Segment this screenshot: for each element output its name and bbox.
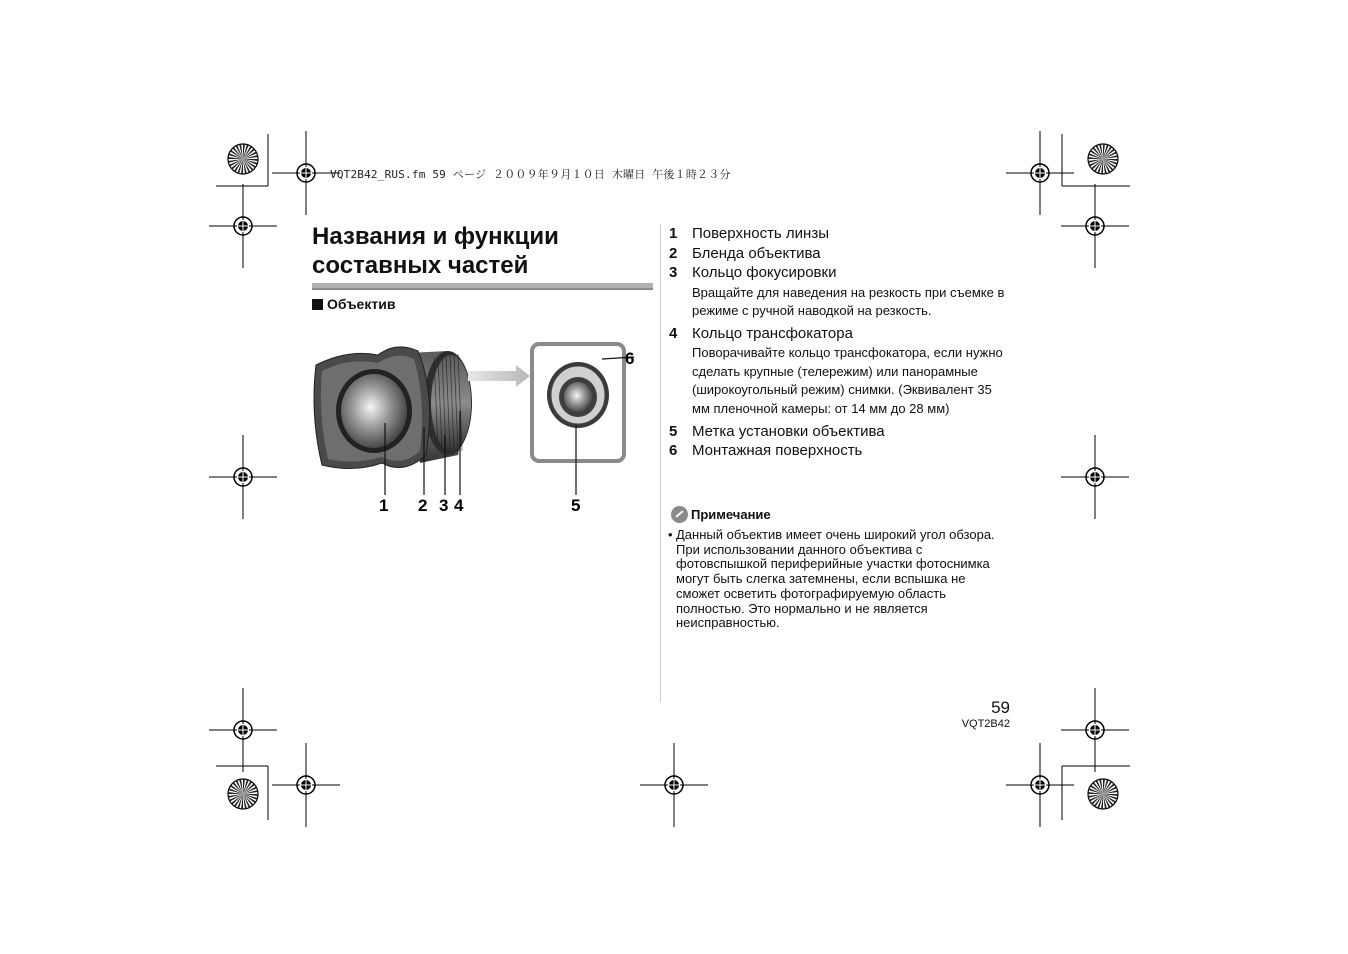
- item-label: Бленда объектива: [692, 244, 821, 262]
- document-code: VQT2B42: [961, 718, 1010, 730]
- note-text: Данный объектив имеет очень широкий угол обзора. При использовании данного объектива с фотовспышкой периферийные участки фотоснимка могут быть слегка затемнены, если вспышка не сможет осветить фотографируемую область полностью. Это нормально и не является неисправностью.: [676, 527, 995, 631]
- item-description: Поворачивайте кольцо трансфокатора, если нужно сделать крупные (телережим) или панорамные (широкоугольный режим) снимки. (Эквивалент 35 мм пленочной камеры: от 14 мм до 28 мм): [692, 345, 1003, 416]
- starburst-target-icon: [1088, 144, 1118, 174]
- item-number: 1: [669, 225, 678, 242]
- crosshair-registration-icon: [272, 743, 340, 827]
- crosshair-registration-icon: [209, 184, 277, 268]
- starburst-target-icon: [228, 779, 258, 809]
- parts-list: [668, 224, 1008, 461]
- starburst-target-icon: [228, 144, 258, 174]
- callout-3: 3: [439, 496, 449, 515]
- item-description: Вращайте для наведения на резкость при съемке в режиме с ручной наводкой на резкость.: [692, 284, 1005, 319]
- crosshair-registration-icon: [209, 688, 277, 772]
- callout-5: 5: [571, 496, 581, 515]
- square-bullet-icon: [312, 299, 323, 310]
- item-number: 2: [669, 244, 678, 262]
- callout-2: 2: [418, 496, 428, 515]
- note-pencil-icon: [671, 506, 688, 523]
- crosshair-registration-icon: [1006, 131, 1074, 215]
- list-item: [668, 441, 1008, 461]
- starburst-target-icon: [1088, 779, 1118, 809]
- item-number: 3: [669, 264, 678, 281]
- callout-4: 4: [454, 496, 464, 515]
- lens-illustration: [308, 335, 633, 520]
- print-header-line: VQT2B42_RUS.fm 59 ページ ２００９年９月１０日 木曜日 午後１時２３分: [330, 168, 731, 181]
- list-item: [668, 244, 1008, 264]
- section-heading-text: Объектив: [327, 296, 396, 312]
- crosshair-registration-icon: [1061, 435, 1129, 519]
- crosshair-registration-icon: [1006, 743, 1074, 827]
- crosshair-registration-icon: [640, 743, 708, 827]
- note-bullet: •: [668, 527, 673, 542]
- list-item: [668, 224, 1008, 244]
- item-label: Монтажная поверхность: [692, 442, 863, 460]
- crosshair-registration-icon: [209, 435, 277, 519]
- note-body: [668, 528, 1013, 631]
- item-label: Кольцо трансфокатора: [692, 324, 853, 342]
- page-number: 59: [991, 698, 1010, 717]
- column-divider: [660, 224, 661, 702]
- item-number: 4: [669, 324, 678, 342]
- crosshair-registration-icon: [1061, 688, 1129, 772]
- note-heading: [671, 506, 771, 523]
- list-item: [668, 422, 1008, 442]
- item-label: Поверхность линзы: [692, 225, 829, 242]
- page-title: Названия и функции составных частей: [312, 223, 559, 279]
- item-number: 6: [669, 442, 678, 460]
- item-label: Метка установки объектива: [692, 422, 885, 440]
- title-rule: [312, 283, 653, 290]
- item-number: 5: [669, 422, 678, 440]
- callout-1: 1: [379, 496, 389, 515]
- section-heading: [312, 296, 395, 312]
- note-heading-text: Примечание: [691, 507, 771, 522]
- item-label: Кольцо фокусировки: [692, 264, 837, 281]
- crosshair-registration-icon: [1061, 184, 1129, 268]
- callout-6: 6: [625, 349, 635, 368]
- list-item: [668, 324, 1008, 419]
- list-item: [668, 263, 1008, 321]
